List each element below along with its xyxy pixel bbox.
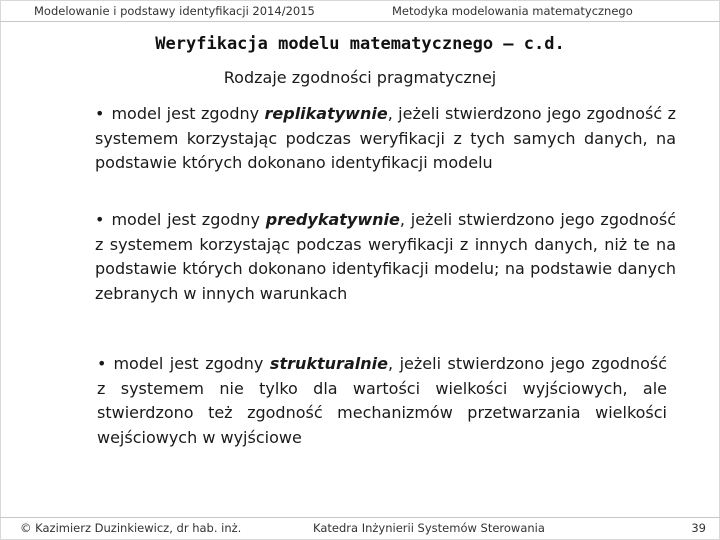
item-text-after: , jeżeli stwierdzono jego zgodność z systemem korzystając podczas weryfikacji z tych samych danych, na podstawie których dokonano identyfikacji modelu [95, 104, 676, 172]
bullet-icon: • [95, 210, 105, 229]
header-topic: Metodyka modelowania matematycznego [392, 4, 633, 18]
bullet-icon: • [97, 354, 107, 373]
item-text-after: , jeżeli stwierdzono jego zgodność z systemem korzystając podczas weryfikacji z innych danych, niż te na podstawie których dokonano identyfikacji modelu; na podstawie danych zebranych w innych warunkach [95, 210, 676, 303]
footer-author: © Kazimierz Duzinkiewicz, dr hab. inż. [20, 521, 242, 535]
bullet-icon: • [95, 104, 105, 123]
item-text-before: model jest zgodny [111, 104, 265, 123]
bullet-item-replicative [95, 102, 676, 176]
item-text-before: model jest zgodny [111, 210, 266, 229]
slide-subtitle: Rodzaje zgodności pragmatycznej [223, 68, 497, 87]
slide-title: Weryfikacja modelu matematycznego – c.d. [155, 34, 565, 54]
item-text-before: model jest zgodny [113, 354, 270, 373]
footer-department: Katedra Inżynierii Systemów Sterowania [313, 521, 545, 535]
header-divider [0, 21, 720, 22]
item-keyword: predykatywnie [265, 210, 400, 229]
item-keyword: replikatywnie [264, 104, 388, 123]
page-number: 39 [691, 521, 706, 535]
bullet-item-structural [97, 352, 667, 450]
bullet-item-predictive [95, 208, 676, 306]
footer-divider [0, 517, 720, 518]
item-keyword: strukturalnie [269, 354, 388, 373]
item-text-after: , jeżeli stwierdzono jego zgodność z systemem nie tylko dla wartości wielkości wyjściowych, ale stwierdzono też zgodność mechanizmów przetwarzania wielkości wejściowych w wyjściowe [97, 354, 668, 447]
header-course-title: Modelowanie i podstawy identyfikacji 2014/2015 [34, 4, 315, 18]
